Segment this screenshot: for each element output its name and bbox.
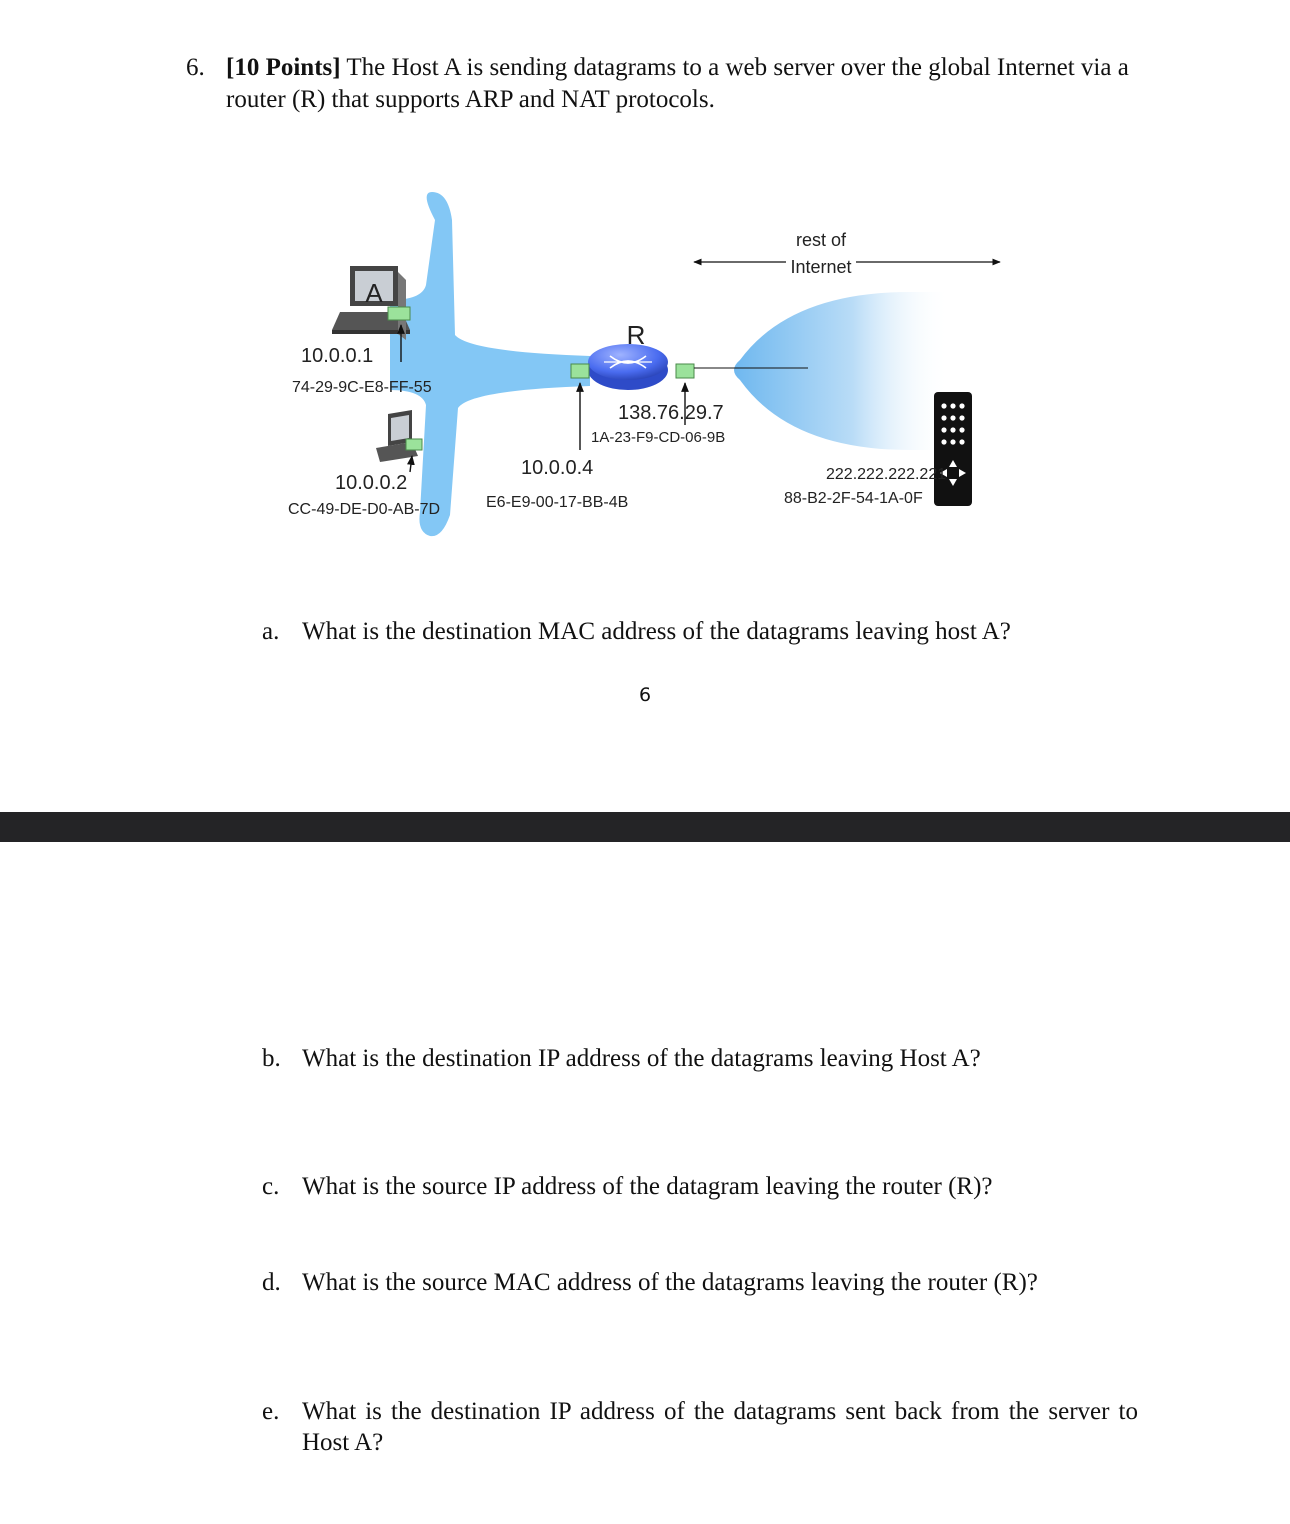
router-lan-ip: 10.0.0.4 <box>521 457 594 479</box>
subquestion-e-letter: e. <box>262 1398 280 1425</box>
page-number: 6 <box>638 684 652 706</box>
host-b-mac: CC-49-DE-D0-AB-7D <box>288 501 441 518</box>
question-text-block <box>226 52 1156 116</box>
subquestion-a-letter: a. <box>262 618 280 645</box>
router-icon <box>588 344 668 390</box>
host-b-ip: 10.0.0.2 <box>335 472 408 494</box>
host-a-port <box>388 307 410 320</box>
subquestion-d-letter: d. <box>262 1269 281 1296</box>
lan-network-shape <box>390 192 590 536</box>
question-text: The Host A is sending datagrams to a web server over the global Internet via a router (R) that supports ARP and NAT protocols. <box>226 54 1129 113</box>
subquestion-d-text: What is the source MAC address of the datagrams leaving the router (R)? <box>302 1269 1038 1296</box>
subquestion-a-text: What is the destination MAC address of the datagrams leaving host A? <box>302 618 1011 645</box>
server-mac: 88-B2-2F-54-1A-0F <box>784 490 923 507</box>
server-ip: 222.222.222.221 <box>826 466 947 483</box>
host-b-arrow <box>410 456 412 472</box>
router-lan-mac: E6-E9-00-17-BB-4B <box>486 494 629 511</box>
router-wan-port <box>676 364 694 378</box>
server-icon <box>934 392 972 506</box>
router-wan-ip: 138.76.29.7 <box>618 402 724 424</box>
host-a-label: A <box>365 278 383 308</box>
host-a-ip: 10.0.0.1 <box>301 345 374 367</box>
subquestion-b-text: What is the destination IP address of the datagrams leaving Host A? <box>302 1045 981 1072</box>
router-wan-mac: 1A-23-F9-CD-06-9B <box>591 429 726 446</box>
internet-cloud <box>734 292 950 450</box>
subquestion-c-letter: c. <box>262 1173 280 1200</box>
router-lan-port <box>571 364 589 378</box>
router-label: R <box>626 320 646 350</box>
network-diagram <box>270 180 1030 550</box>
page-bottom <box>0 842 1290 1524</box>
internet-label-line1: rest of <box>795 230 847 250</box>
internet-label-line2: Internet <box>790 257 852 277</box>
host-b-port <box>406 439 422 450</box>
host-b-computer-icon <box>376 410 418 462</box>
host-a-mac: 74-29-9C-E8-FF-55 <box>292 379 432 396</box>
question-points: [10 Points] <box>226 54 341 81</box>
subquestion-c-text: What is the source IP address of the datagram leaving the router (R)? <box>302 1173 993 1200</box>
question-number: 6. <box>186 54 205 81</box>
subquestion-e-text: What is the destination IP address of the datagrams sent back from the server to Host A? <box>302 1398 1138 1456</box>
subquestion-b-letter: b. <box>262 1045 281 1072</box>
page-divider <box>0 812 1290 842</box>
